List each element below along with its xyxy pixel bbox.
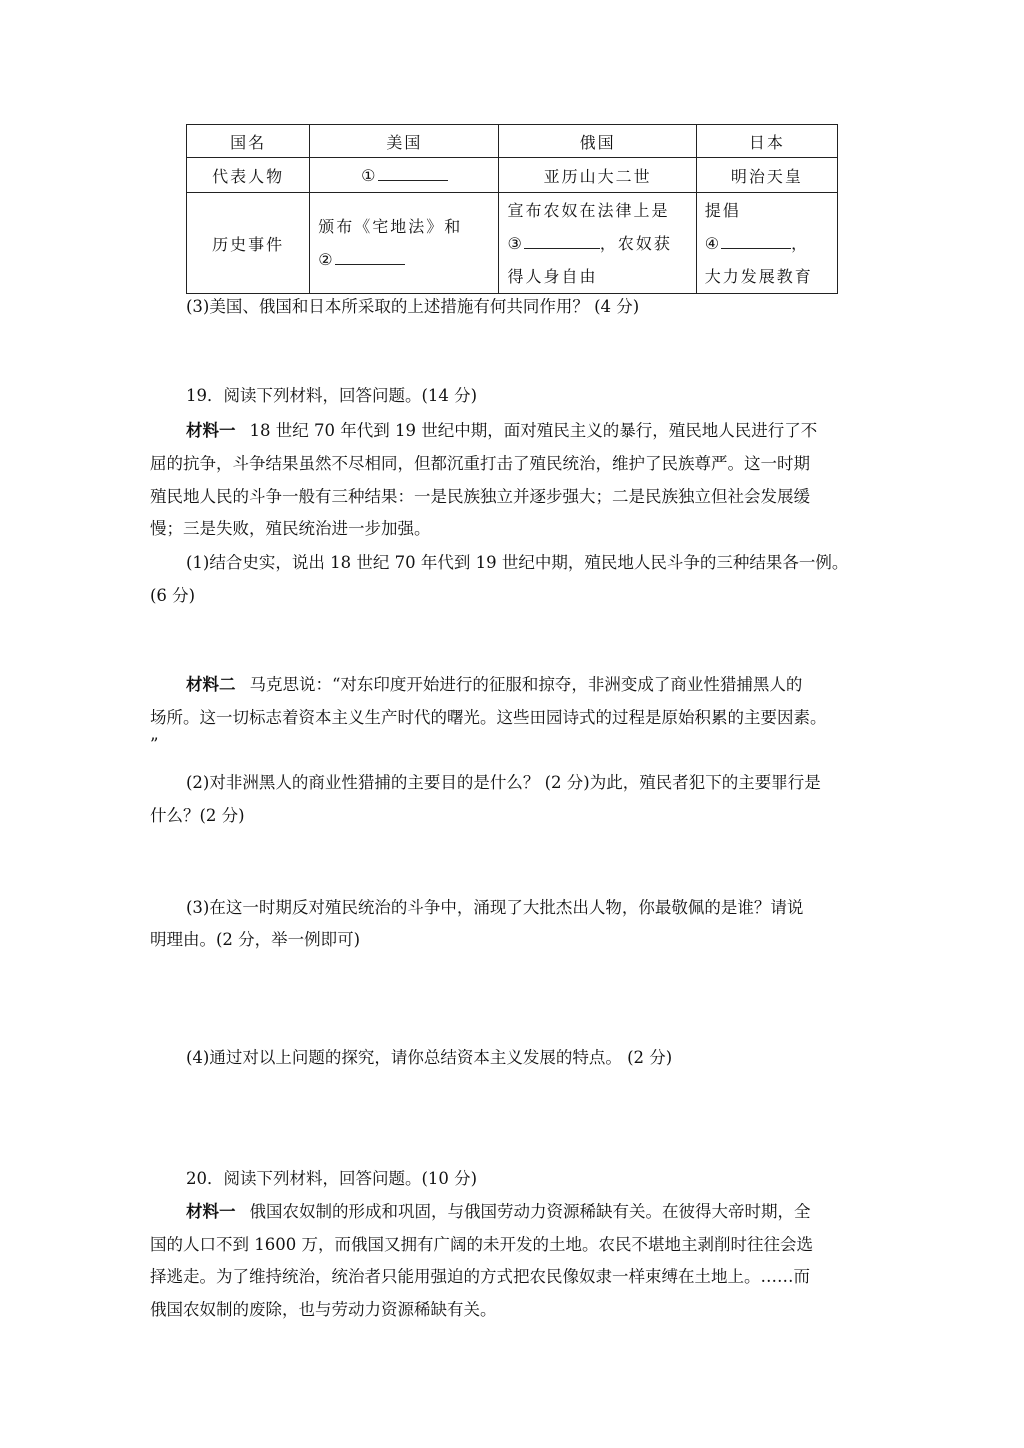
q19-part1-line2: (6 分) — [150, 586, 196, 605]
cell-usa-person — [310, 158, 499, 193]
q20-material1-line2: 国的人口不到 1600 万，而俄国又拥有广阔的未开发的土地。农民不堪地主剥削时往往会选 — [150, 1235, 813, 1254]
q19-material2-line1 — [186, 674, 802, 696]
usa-event-line1: 颁布《宅地法》和 — [318, 217, 463, 236]
answer-blank-2 — [335, 250, 405, 265]
row-label-people: 代表人物 — [187, 158, 310, 193]
q19-material1-label: 材料一 — [186, 421, 236, 440]
cell-russia-event — [499, 193, 696, 294]
q18-part3: (3)美国、俄国和日本所采取的上述措施有何共同作用？ (4 分) — [186, 297, 640, 316]
answer-blank-1 — [378, 166, 448, 181]
q19-material1-line3: 殖民地人民的斗争一般有三种结果：一是民族独立并逐步强大；二是民族独立但社会发展缓 — [150, 487, 810, 506]
q19-material2-text1: 马克思说：“对东印度开始进行的征服和掠夺，非洲变成了商业性猎捕黑人的 — [249, 675, 803, 694]
blank-marker-1: ① — [361, 165, 378, 185]
cell-russia-person: 亚历山大二世 — [499, 158, 696, 193]
q20-material1-label: 材料一 — [186, 1202, 236, 1221]
cell-japan-person: 明治天皇 — [696, 158, 837, 193]
comparison-table — [186, 124, 838, 294]
q19-material1-line1 — [186, 420, 817, 442]
q19-title: 19．阅读下列材料，回答问题。(14 分) — [186, 386, 478, 405]
table-row-people — [187, 158, 838, 193]
answer-blank-4 — [721, 234, 791, 249]
q20-material1-line1 — [186, 1201, 811, 1223]
japan-event-line1: 提倡 — [704, 200, 741, 220]
russia-event-line2 — [507, 227, 687, 260]
q20-material1-line3: 择逃走。为了维持统治，统治者只能用强迫的方式把农民像奴隶一样束缚在土地上。……而 — [150, 1267, 810, 1286]
japan-event-line3: 大力发展教育 — [704, 266, 813, 286]
q19-part1-line1: (1)结合史实，说出 18 世纪 70 年代到 19 世纪中期，殖民地人民斗争的三种结果各一例。 — [186, 553, 849, 572]
q20-material1-text1: 俄国农奴制的形成和巩固，与俄国劳动力资源稀缺有关。在彼得大帝时期，全 — [249, 1202, 811, 1221]
table-header-cell: 日本 — [696, 125, 837, 158]
japan-event-line2 — [705, 227, 829, 260]
row-label-events: 历史事件 — [187, 193, 310, 294]
q19-part2-line1: (2)对非洲黑人的商业性猎捕的主要目的是什么？ (2 分)为此，殖民者犯下的主要罪行是 — [186, 773, 821, 792]
q19-material1-line4: 慢；三是失败，殖民统治进一步加强。 — [150, 519, 431, 538]
q19-part2-line2: 什么？(2 分) — [150, 806, 245, 825]
table-header-cell: 国名 — [187, 125, 310, 158]
table-header-cell: 美国 — [310, 125, 499, 158]
blank-marker-3: ③ — [507, 233, 524, 253]
blank-marker-2: ② — [318, 250, 335, 269]
q19-material2-line2: 场所。这一切标志着资本主义生产时代的曙光。这些田园诗式的过程是原始积累的主要因素。 — [150, 708, 827, 727]
japan-event-line2-post: ， — [791, 233, 810, 253]
table-row-events — [187, 193, 838, 294]
q19-part3-line1: (3)在这一时期反对殖民统治的斗争中，涌现了大批杰出人物，你最敬佩的是谁？请说 — [186, 898, 804, 917]
table-header-row — [187, 125, 838, 158]
blank-marker-4: ④ — [704, 233, 722, 253]
cell-japan-event — [696, 193, 837, 294]
q19-part4: (4)通过对以上问题的探究，请你总结资本主义发展的特点。 (2 分) — [186, 1048, 673, 1067]
q19-material1-line2: 屈的抗争，斗争结果虽然不尽相同，但都沉重打击了殖民统治，维护了民族尊严。这一时期 — [150, 454, 810, 473]
usa-event-line2 — [318, 243, 490, 276]
q20-title: 20．阅读下列材料，回答问题。(10 分) — [186, 1169, 478, 1188]
q19-material2-line3: ” — [150, 735, 159, 754]
q19-part3-line2: 明理由。(2 分，举一例即可) — [150, 930, 361, 949]
russia-event-line2-post: ，农奴获 — [599, 233, 672, 253]
table-header-cell: 俄国 — [499, 125, 696, 158]
russia-event-line1: 宣布农奴在法律上是 — [507, 200, 670, 220]
answer-blank-3 — [524, 234, 600, 249]
q19-material2-label: 材料二 — [186, 675, 236, 694]
q20-material1-line4: 俄国农奴制的废除，也与劳动力资源稀缺有关。 — [150, 1300, 497, 1319]
q19-material1-text1: 18 世纪 70 年代到 19 世纪中期，面对殖民主义的暴行，殖民地人民进行了不 — [249, 421, 818, 440]
russia-event-line3: 得人身自由 — [507, 266, 598, 286]
cell-usa-event — [310, 193, 499, 294]
